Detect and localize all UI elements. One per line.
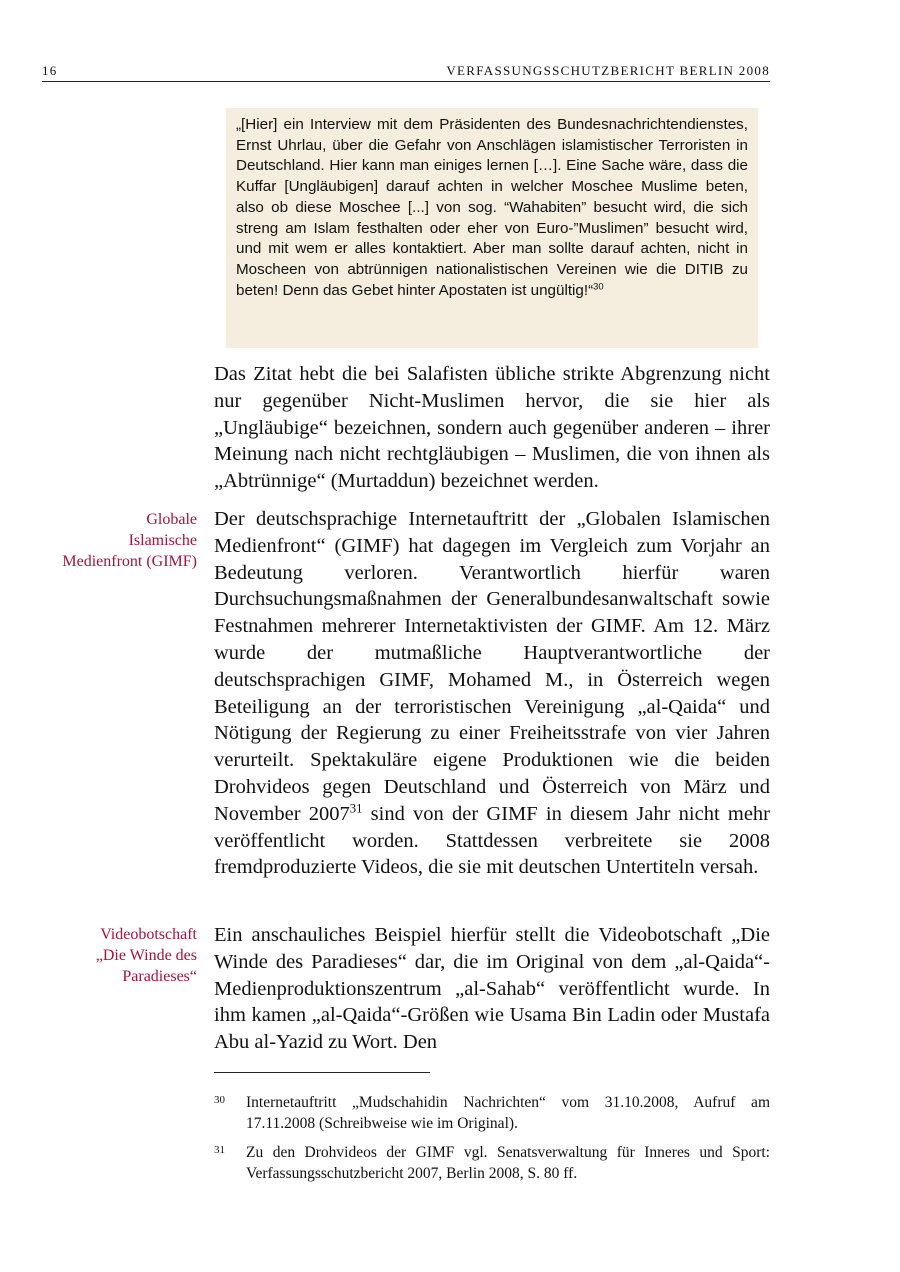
running-title: VERFASSUNGSSCHUTZBERICHT BERLIN 2008 <box>446 63 770 78</box>
running-header <box>42 61 770 82</box>
paragraph-gimf-part1: Der deutschsprachige Internetauftritt der „Globalen Islamischen Medienfront“ (GIMF) hat dagegen im Vergleich zum Vorjahr an Bedeutung verloren. Verantwortlich hierfür waren Durchsuchungsmaßnahmen der Generalbundesanwaltschaft sowie Festnahmen mehrerer Internetaktivisten der GIMF. Am 12. März wurde der mutmaßliche Hauptverantwortliche der deutschsprachigen GIMF, Mohamed M., in Österreich wegen Beteiligung an der terroristischen Vereinigung „al-Qaida“ und Nötigung der Regierung zu einer Freiheitsstrafe von vier Jahren verurteilt. Spektakuläre eigene Produktionen wie die beiden Drohvideos gegen Deutschland und Österreich von März und November 2007 <box>214 508 770 825</box>
margin-note-line: Paradieses“ <box>122 968 197 985</box>
footnote-text: Internetauftritt „Mudschahidin Nachrichten“ vom 31.10.2008, Aufruf am 17.11.2008 (Schreibweise wie im Original). <box>246 1094 770 1132</box>
footnote-30 <box>214 1093 770 1134</box>
footnote-separator <box>214 1072 430 1073</box>
page-number: 16 <box>42 63 58 78</box>
margin-note-gimf <box>62 509 197 572</box>
paragraph-videobotschaft: Ein anschauliches Beispiel hierfür stellt die Videobotschaft „Die Winde des Paradieses“ dar, die im Original von dem „al-Qaida“-Medienproduktionszentrum „al-Sahab“ veröffentlicht wurde. In ihm kamen „al-Qaida“-Größen wie Usama Bin Ladin oder Mustafa Abu al-Yazid zu Wort. Den <box>214 924 770 1054</box>
margin-note-line: Videobotschaft <box>100 926 197 943</box>
quote-text: „[Hier] ein Interview mit dem Präsidenten des Bundesnachrichtendienstes, Ernst Uhrlau, über die Gefahr von Anschlägen islamistischer Terroristen in Deutschland. Hier kann man einiges lernen […]. Eine Sache wäre, dass die Kuffar [Ungläubigen] darauf achten in welcher Moschee Muslime beten, also ob diese Moschee [...] von sog. “Wahabiten” besucht wird, die sich streng am Islam festhalten oder eher von Euro-”Muslimen” besucht wird, und mit wem er alles kontaktiert. Aber man sollte darauf achten, nicht in Moscheen von abtrünnigen nationalistischen Vereinen wie die DITIB zu beten! Denn das Gebet hinter Apostaten ist ungültig!“ <box>236 116 748 299</box>
margin-note-line: „Die Winde des <box>95 947 197 964</box>
footnote-31 <box>214 1143 770 1184</box>
footnote-ref-31[interactable]: 31 <box>349 801 363 816</box>
margin-note-video <box>96 924 197 987</box>
margin-note-line: Islamische <box>128 532 197 549</box>
quote-footnote-ref[interactable]: 30 <box>593 279 604 291</box>
paragraph-gimf <box>214 506 770 881</box>
margin-note-line: Globale <box>146 511 197 528</box>
paragraph-zitat: Das Zitat hebt die bei Salafisten übliche strikte Abgrenzung nicht nur gegenüber Nicht-Muslimen hervor, die sie hier als „Ungläubige“ bezeichnen, sondern auch gegenüber anderen – ihrer Meinung nach nicht rechtgläubigen – Muslimen, die von ihnen als „Abtrünnige“ (Murtaddun) bezeichnet werden. <box>214 363 770 493</box>
footnote-number: 31 <box>214 1144 225 1156</box>
paragraph-gimf-part2: sind von der GIMF in diesem Jahr nicht mehr veröffentlicht worden. Stattdessen verbreitete sie 2008 fremdproduzierte Videos, die sie mit deutschen Untertiteln versah. <box>214 802 771 879</box>
footnote-text: Zu den Drohvideos der GIMF vgl. Senatsverwaltung für Inneres und Sport: Verfassungsschutzbericht 2007, Berlin 2008, S. 80 ff. <box>246 1144 770 1182</box>
footnote-number: 30 <box>214 1094 225 1106</box>
quote-box <box>226 108 758 348</box>
margin-note-line: Medienfront (GIMF) <box>62 553 197 570</box>
